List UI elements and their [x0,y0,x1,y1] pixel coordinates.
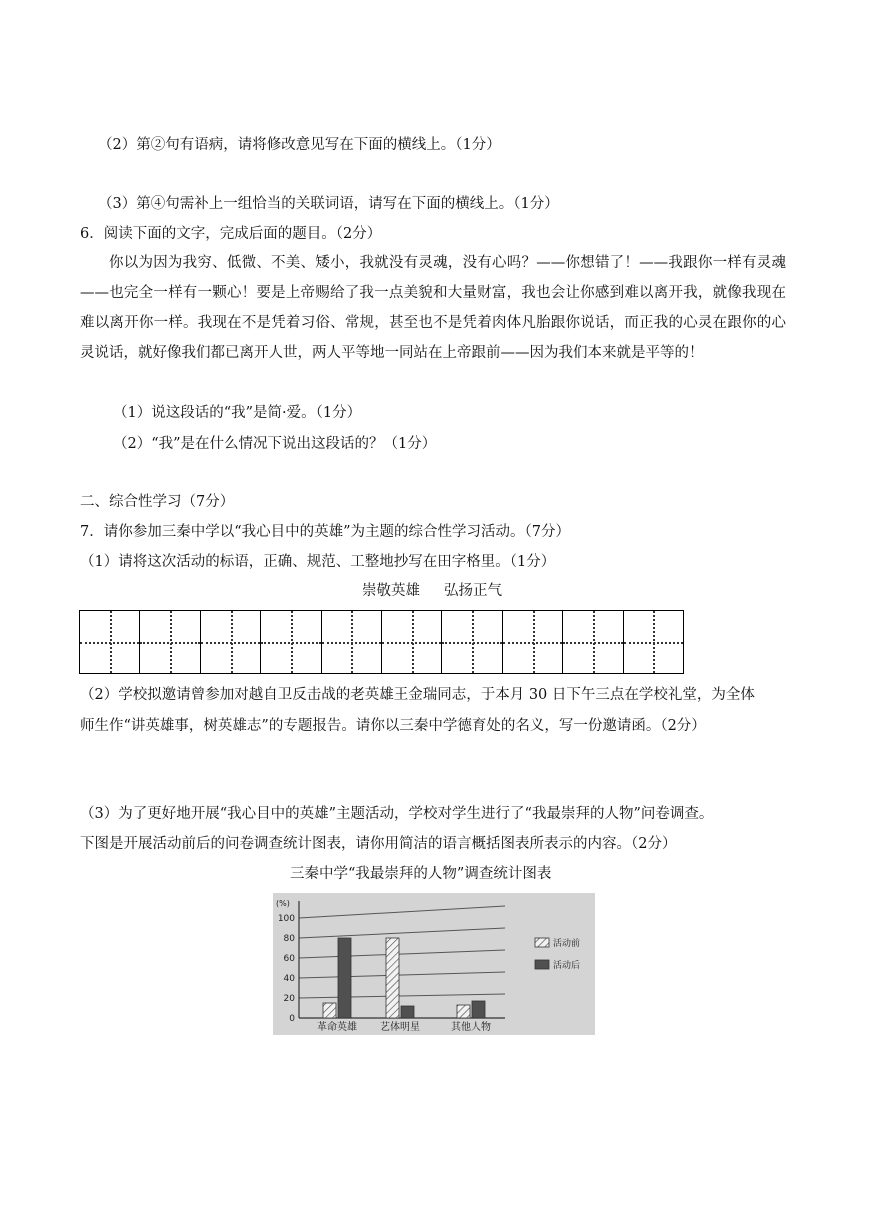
q6-sub2: （2）“我”是在什么情况下说出这段话的？（1分） [113,436,437,452]
q7-sub1: （1）请将这次活动的标语，正确、规范、工整地抄写在田字格里。（1分） [80,554,556,570]
grid-cell[interactable] [563,611,623,673]
y-tick-label: 60 [283,954,295,964]
q7-sub3-line1: （3）为了更好地开展“我心目中的英雄”主题活动，学校对学生进行了“我最崇拜的人物”问卷调查。 [80,806,714,822]
grid-cell[interactable] [322,611,382,673]
grid-cell[interactable] [503,611,563,673]
legend-label: 活动后 [553,961,581,971]
grid-cell[interactable] [624,611,683,673]
y-tick-label: 0 [289,1014,295,1024]
tian-zi-grid [79,610,684,674]
y-tick-label: 20 [283,994,295,1004]
bar-after [401,1006,414,1018]
y-tick-label: 40 [283,974,295,984]
x-tick-label: 艺体明星 [380,1022,420,1033]
legend-label: 活动前 [553,939,581,949]
grid-cell[interactable] [261,611,321,673]
legend-swatch [535,938,549,947]
x-tick-label: 其他人物 [451,1022,491,1033]
slogan-part2: 弘扬正气 [444,583,502,599]
y-tick-label: 100 [277,914,295,924]
q5-sub3: （3）第④句需补上一组恰当的关联词语，请写在下面的横线上。（1分） [98,196,559,212]
grid-cell[interactable] [140,611,200,673]
x-tick-label: 革命英雄 [317,1022,357,1033]
survey-bar-chart [273,893,595,1035]
grid-cell[interactable] [80,611,140,673]
bar-before [386,938,399,1018]
q6-passage: 你以为因为我穷、低微、不美、矮小，我就没有灵魂，没有心吗？——你想错了！——我跟你一样有灵魂——也完全一样有一颗心！要是上帝赐给了我一点美貌和大量财富，我也会让你感到难以离开我，就像我现在难以离开你一样。我现在不是凭着习俗、常规，甚至也不是凭着肉体凡胎跟你说话，而正我的心灵在跟你的心灵说话，就好像我们都已离开人世，两人平等地一同站在上帝跟前——因为我们本来就是平等的！ [80,255,786,361]
chart-title: 三秦中学“我最崇拜的人物”调查统计图表 [290,866,552,882]
grid-cell[interactable] [382,611,442,673]
bar-after [472,1001,485,1018]
y-axis-unit: (%) [276,899,290,908]
q5-sub2: （2）第②句有语病，请将修改意见写在下面的横线上。（1分） [98,137,501,153]
bar-before [457,1005,470,1018]
q6-title: 6．阅读下面的文字，完成后面的题目。（2分） [80,226,382,242]
q7-title: 7．请你参加三秦中学以“我心目中的英雄”为主题的综合性学习活动。（7分） [80,524,571,540]
slogan [362,581,502,601]
y-tick-label: 80 [283,934,295,944]
grid-cell[interactable] [442,611,502,673]
section2-heading: 二、综合性学习（7分） [80,494,235,510]
bar-before [323,1003,336,1018]
q6-sub1: （1）说这段话的“我”是简·爱。（1分） [113,405,362,421]
q7-sub2-line1: （2）学校拟邀请曾参加对越自卫反击战的老英雄王金瑞同志，于本月 30 日下午三点在学校礼堂，为全体 [80,687,755,703]
q7-sub3-line2: 下图是开展活动前后的问卷调查统计图表，请你用简洁的语言概括图表所表示的内容。（2分） [80,836,677,852]
slogan-part1: 崇敬英雄 [362,583,420,599]
bar-after [338,938,351,1018]
legend-swatch [535,960,549,969]
q7-sub2-line2: 师生作“讲英雄事，树英雄志”的专题报告。请你以三秦中学德育处的名义，写一份邀请函。（2分） [80,718,706,734]
grid-cell[interactable] [201,611,261,673]
